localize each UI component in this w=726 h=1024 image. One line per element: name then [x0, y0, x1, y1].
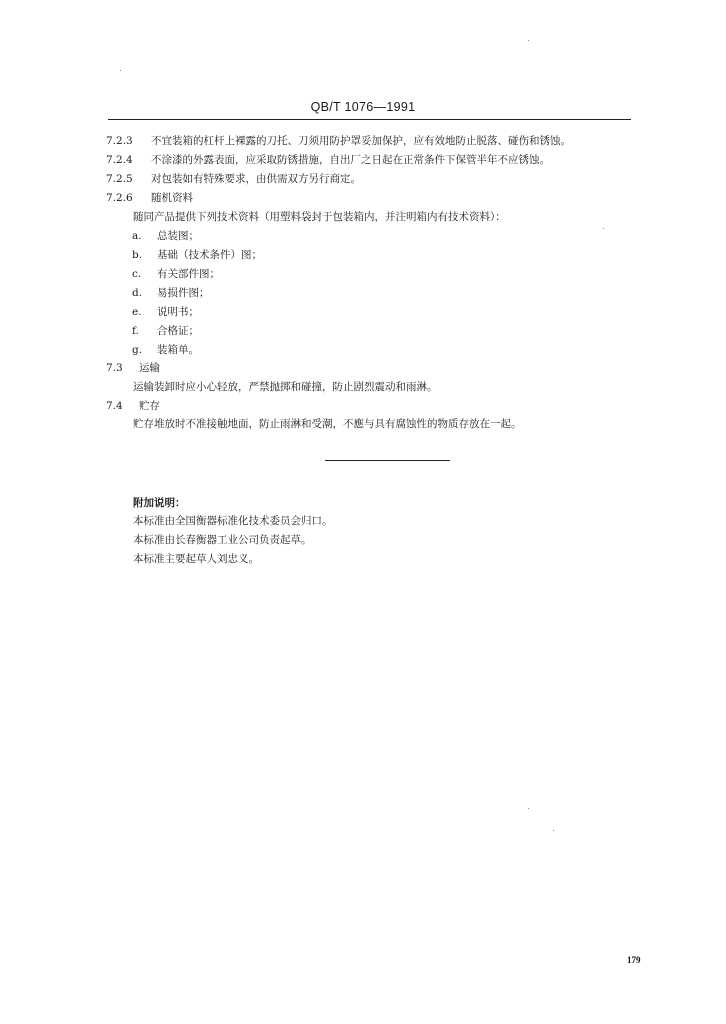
clause-number: 7.2.5: [106, 173, 133, 185]
clause-title: 随机资料: [151, 192, 193, 204]
list-text: 合格证；: [157, 325, 199, 337]
clause-text: 运输装卸时应小心轻放，严禁抛掷和碰撞，防止剧烈震动和雨淋。: [133, 381, 438, 393]
clause-number: 7.2.3: [106, 135, 133, 147]
list-label: f.: [132, 325, 139, 337]
list-label: c.: [132, 268, 142, 280]
list-label: d.: [132, 287, 143, 299]
scan-speck: [553, 830, 554, 831]
notes-text: 本标准由长春衡器工业公司负责起草。: [133, 534, 312, 546]
list-text: 说明书；: [157, 306, 199, 318]
list-text: 装箱单。: [157, 344, 199, 356]
list-text: 易损件图；: [157, 287, 210, 299]
clause-number: 7.4: [106, 400, 123, 412]
scan-speck: [528, 40, 529, 41]
scan-speck: [528, 808, 529, 809]
scan-speck: [120, 70, 121, 71]
clause-text: 对包装如有特殊要求，由供需双方另行商定。: [151, 173, 361, 185]
list-label: e.: [132, 306, 142, 318]
end-rule: [325, 460, 450, 461]
clause-title: 运输: [139, 362, 160, 374]
page-header-code: QB/T 1076—1991: [310, 100, 416, 114]
notes-text: 本标准主要起草人刘忠义。: [133, 553, 259, 565]
notes-text: 本标准由全国衡器标准化技术委员会归口。: [133, 515, 333, 527]
list-label: g.: [132, 344, 143, 356]
list-text: 有关部件图；: [157, 268, 220, 280]
clause-text: 随同产品提供下列技术资料（用塑料袋封于包装箱内，并注明箱内有技术资料）：: [133, 211, 506, 223]
clause-title: 贮存: [139, 400, 160, 412]
clause-text: 不宜装箱的杠杆上裸露的刀托、刀须用防护罩妥加保护，应有效地防止脱落、碰伤和锈蚀。: [151, 135, 571, 147]
page-number: 179: [627, 955, 641, 965]
clause-number: 7.2.6: [106, 192, 133, 204]
clause-number: 7.3: [106, 362, 123, 374]
notes-title-text: 附加说明：: [133, 497, 186, 509]
list-label: a.: [132, 230, 142, 242]
list-label: b.: [132, 249, 143, 261]
list-text: 基础（技术条件）图；: [157, 249, 262, 261]
scan-speck: [603, 228, 604, 229]
clause-number: 7.2.4: [106, 154, 133, 166]
clause-text: 不涂漆的外露表面，应采取防锈措施，自出厂之日起在正常条件下保管半年不应锈蚀。: [151, 154, 550, 166]
list-text: 总装图；: [157, 230, 199, 242]
clause-text: 贮存堆放时不准接触地面，防止雨淋和受潮，不應与具有腐蚀性的物质存放在一起。: [133, 418, 522, 430]
header-rule: [108, 119, 631, 120]
